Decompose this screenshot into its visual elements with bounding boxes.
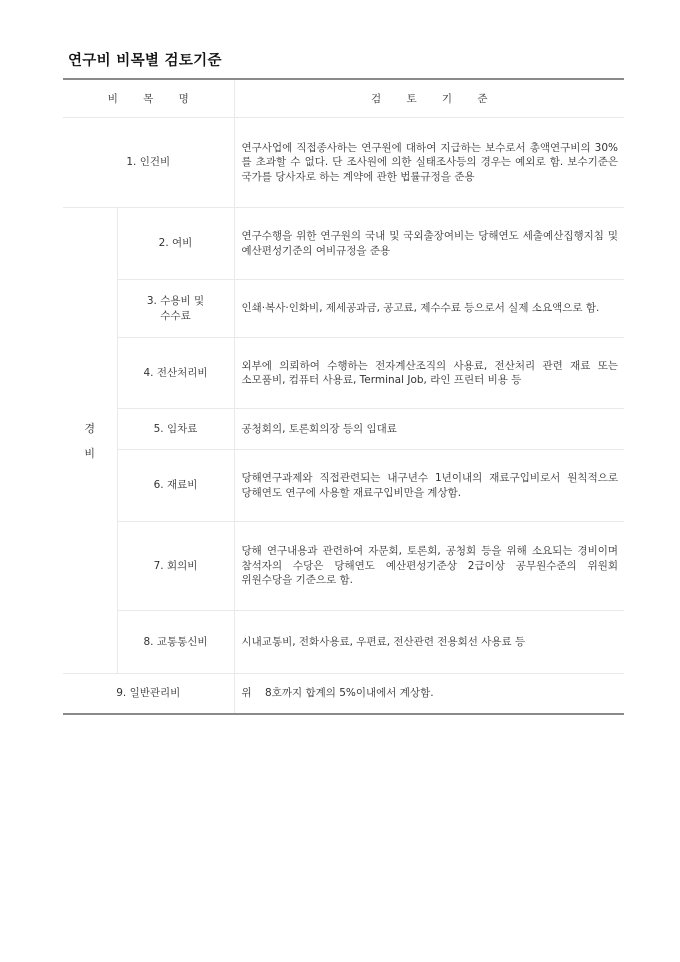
item-name: 1. 인건비	[63, 118, 234, 208]
item-criteria: 시내교통비, 전화사용료, 우편료, 전산관련 전용회선 사용료 등	[234, 611, 624, 674]
item-name: 2. 여비	[117, 208, 234, 280]
item-name: 6. 재료비	[117, 450, 234, 522]
table-row	[63, 338, 624, 409]
item-name: 8. 교통통신비	[117, 611, 234, 674]
column-header-criteria: 검 토 기 준	[234, 79, 624, 118]
item-name: 3. 수용비 및 수수료	[117, 280, 234, 338]
table-row	[63, 280, 624, 338]
table-row	[63, 611, 624, 674]
item-criteria: 위 8호까지 합계의 5%이내에서 계상함.	[234, 674, 624, 714]
table-row	[63, 674, 624, 714]
page-title: 연구비 비목별 검토기준	[68, 53, 222, 69]
item-criteria: 외부에 의뢰하여 수행하는 전자계산조직의 사용료, 전산처리 관련 재료 또는 소모품비, 컴퓨터 사용료, Terminal Job, 라인 프린터 비용 등	[234, 338, 624, 409]
column-header-item: 비 목 명	[63, 79, 234, 118]
item-name: 7. 회의비	[117, 522, 234, 611]
item-criteria: 인쇄·복사·인화비, 제세공과금, 공고료, 제수수료 등으로서 실제 소요액으로 함.	[234, 280, 624, 338]
item-criteria: 당해연구과제와 직접관련되는 내구년수 1년이내의 재료구입비로서 원칙적으로 당해연도 연구에 사용할 재료구입비만을 계상함.	[234, 450, 624, 522]
table-row	[63, 208, 624, 280]
table-row	[63, 118, 624, 208]
item-criteria: 연구사업에 직접종사하는 연구원에 대하여 지급하는 보수로서 총액연구비의 30%를 초과할 수 없다. 단 조사원에 의한 실태조사등의 경우는 예외로 함. 보수기준은 국가를 당사자로 하는 계약에 관한 법률규정을 준용	[234, 118, 624, 208]
item-name: 9. 일반관리비	[63, 674, 234, 714]
table-row	[63, 450, 624, 522]
item-criteria: 당해 연구내용과 관련하여 자문회, 토론회, 공청회 등을 위해 소요되는 경비이며 참석자의 수당은 당해연도 예산편성기준상 2급이상 공무원수준의 위원회 위원수당을 기준으로 함.	[234, 522, 624, 611]
item-name: 4. 전산처리비	[117, 338, 234, 409]
criteria-table	[63, 78, 624, 715]
table-row	[63, 522, 624, 611]
table-row	[63, 409, 624, 450]
item-criteria: 연구수행을 위한 연구원의 국내 및 국외출장여비는 당해연도 세출예산집행지침 및 예산편성기준의 여비규정을 준용	[234, 208, 624, 280]
item-criteria: 공청회의, 토론회의장 등의 임대료	[234, 409, 624, 450]
item-name: 5. 임차료	[117, 409, 234, 450]
group-label-expenses: 경 비	[63, 208, 117, 674]
table-header-row	[63, 79, 624, 118]
